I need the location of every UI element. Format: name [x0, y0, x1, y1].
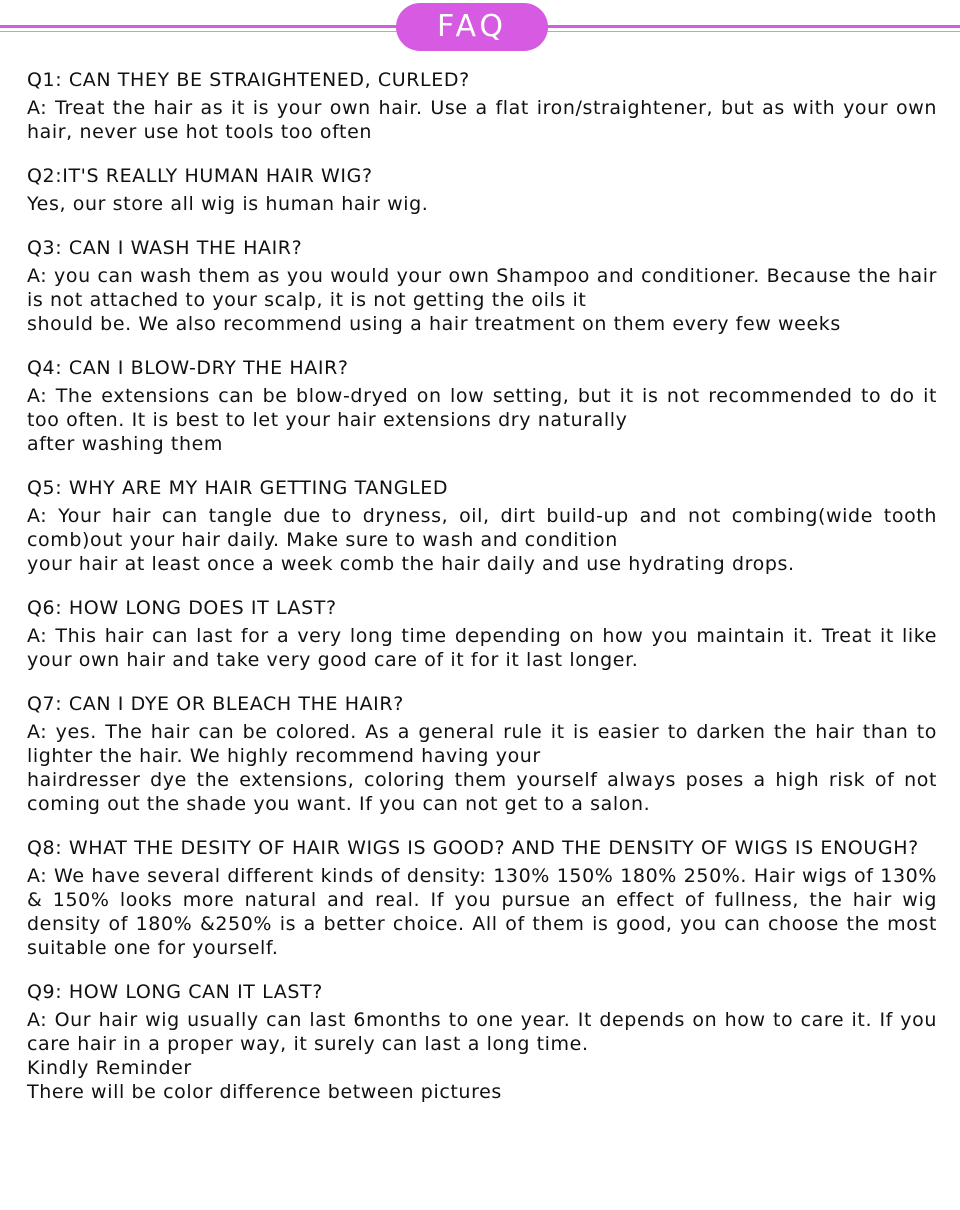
- faq-answer-7-line-2: hairdresser dye the extensions, coloring them yourself always poses a high risk of not coming out the shade you want. If you can not get to a salon.: [27, 769, 937, 815]
- header-rule-right: [546, 25, 960, 28]
- header-rule-left: [0, 25, 400, 28]
- faq-item-9: [27, 980, 937, 1104]
- faq-item-4: [27, 356, 937, 456]
- faq-question-6: Q6: HOW LONG DOES IT LAST?: [27, 597, 337, 619]
- faq-answer-3-line-1: A: you can wash them as you would your own Shampoo and conditioner. Because the hair is not attached to your scalp, it is not getting the oils it: [27, 265, 937, 311]
- faq-answer-2-line-1: Yes, our store all wig is human hair wig.: [27, 193, 429, 215]
- faq-question-9: Q9: HOW LONG CAN IT LAST?: [27, 981, 323, 1003]
- faq-question-2: Q2:IT'S REALLY HUMAN HAIR WIG?: [27, 165, 373, 187]
- faq-answer-4-line-1: A: The extensions can be blow-dryed on low setting, but it is not recommended to do it too often. It is best to let your hair extensions dry naturally: [27, 385, 937, 431]
- faq-item-3: [27, 236, 937, 336]
- faq-item-1: [27, 68, 937, 144]
- faq-item-8: [27, 836, 937, 960]
- faq-answer-9-line-3: There will be color difference between pictures: [27, 1081, 502, 1103]
- faq-answer-9-line-1: A: Our hair wig usually can last 6months to one year. It depends on how to care it. If you care hair in a proper way, it surely can last a long time.: [27, 1009, 937, 1055]
- faq-item-6: [27, 596, 937, 672]
- faq-answer-4-line-2: after washing them: [27, 433, 224, 455]
- faq-question-3: Q3: CAN I WASH THE HAIR?: [27, 237, 303, 259]
- faq-answer-3-line-2: should be. We also recommend using a hair treatment on them every few weeks: [27, 313, 841, 335]
- faq-answer-7-line-1: A: yes. The hair can be colored. As a general rule it is easier to darken the hair than to lighter the hair. We highly recommend having your: [27, 721, 937, 767]
- faq-title-badge: FAQ: [396, 3, 548, 51]
- faq-question-4: Q4: CAN I BLOW-DRY THE HAIR?: [27, 357, 349, 379]
- faq-question-1: Q1: CAN THEY BE STRAIGHTENED, CURLED?: [27, 69, 470, 91]
- faq-answer-6-line-1: A: This hair can last for a very long time depending on how you maintain it. Treat it like your own hair and take very good care of it for it last longer.: [27, 625, 937, 671]
- faq-question-5: Q5: WHY ARE MY HAIR GETTING TANGLED: [27, 477, 449, 499]
- faq-question-7: Q7: CAN I DYE OR BLEACH THE HAIR?: [27, 693, 404, 715]
- faq-list: [27, 68, 937, 1124]
- faq-item-7: [27, 692, 937, 816]
- faq-header: [0, 0, 960, 56]
- faq-question-8: Q8: WHAT THE DESITY OF HAIR WIGS IS GOOD? AND THE DENSITY OF WIGS IS ENOUGH?: [27, 837, 919, 859]
- faq-answer-5-line-2: your hair at least once a week comb the hair daily and use hydrating drops.: [27, 553, 795, 575]
- header-rule-left-thin: [0, 31, 400, 32]
- faq-answer-5-line-1: A: Your hair can tangle due to dryness, oil, dirt build-up and not combing(wide tooth comb)out your hair daily. Make sure to wash and condition: [27, 505, 937, 551]
- faq-item-5: [27, 476, 937, 576]
- faq-answer-8-line-1: A: We have several different kinds of density: 130% 150% 180% 250%. Hair wigs of 130% & 150% looks more natural and real. If you pursue an effect of fullness, the hair wig density of 180% &250% is a better choice. All of them is good, you can choose the most suitable one for yourself.: [27, 865, 937, 959]
- faq-answer-9-line-2: Kindly Reminder: [27, 1057, 192, 1079]
- faq-answer-1-line-1: A: Treat the hair as it is your own hair. Use a flat iron/straightener, but as with your own hair, never use hot tools too often: [27, 97, 937, 143]
- faq-item-2: [27, 164, 937, 216]
- header-rule-right-thin: [546, 31, 960, 32]
